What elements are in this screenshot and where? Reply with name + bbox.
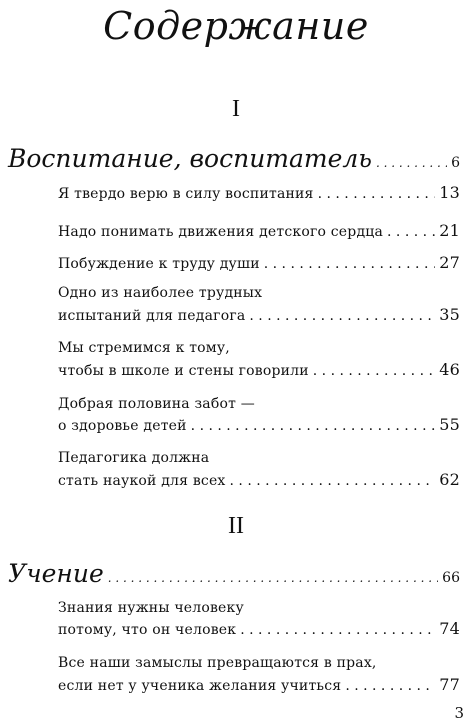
- dot-leader: [108, 571, 438, 585]
- page-ref: 35: [439, 305, 460, 324]
- entry-title-line[interactable]: Мы стремимся к тому,: [58, 340, 230, 356]
- dot-leader: [387, 224, 435, 240]
- entry-title: чтобы в школе и стены говорили: [58, 363, 309, 379]
- page-ref: 27: [439, 253, 460, 272]
- entry-title-line[interactable]: Одно из наиболее трудных: [58, 285, 263, 301]
- dot-leader: [240, 622, 435, 638]
- page-ref: 77: [439, 675, 460, 694]
- dot-leader: [345, 678, 435, 694]
- toc-entry[interactable]: [58, 619, 460, 638]
- entry-title-line[interactable]: Все наши замыслы превращаются в прах,: [58, 655, 377, 671]
- page-ref: 13: [439, 183, 460, 202]
- toc-entry[interactable]: [58, 415, 460, 434]
- part-numeral: II: [228, 513, 244, 539]
- page-ref: 74: [439, 619, 460, 638]
- toc-chapter[interactable]: [8, 559, 460, 588]
- dot-leader: [230, 473, 436, 489]
- entry-title: о здоровье детей: [58, 418, 187, 434]
- dot-leader: [318, 186, 436, 202]
- dot-leader: [313, 363, 435, 379]
- toc-entry[interactable]: [58, 253, 460, 272]
- page-ref: 55: [439, 415, 460, 434]
- entry-title: Надо понимать движения детского сердца: [58, 224, 384, 240]
- page-ref: 21: [439, 221, 460, 240]
- dot-leader: [376, 156, 447, 170]
- toc-entry[interactable]: [58, 221, 460, 240]
- chapter-title: Учение: [8, 559, 104, 588]
- dot-leader: [191, 418, 436, 434]
- entry-title: испытаний для педагога: [58, 308, 246, 324]
- toc-entry[interactable]: [58, 305, 460, 324]
- dot-leader: [264, 256, 435, 272]
- entry-title: Побуждение к труду души: [58, 256, 260, 272]
- toc-entry[interactable]: [58, 183, 460, 202]
- entry-title-line[interactable]: Педагогика должна: [58, 450, 210, 466]
- chapter-title: Воспитание, воспитатель: [8, 144, 372, 173]
- page-title: Содержание: [103, 4, 369, 48]
- toc-entry[interactable]: [58, 360, 460, 379]
- entry-title: Я твердо верю в силу воспитания: [58, 186, 314, 202]
- entry-title: стать наукой для всех: [58, 473, 226, 489]
- page-ref: 46: [439, 360, 460, 379]
- entry-title: если нет у ученика желания учиться: [58, 678, 342, 694]
- toc-entry[interactable]: [58, 470, 460, 489]
- page-ref: 66: [442, 570, 460, 586]
- dot-leader: [249, 308, 435, 324]
- page-number: 3: [454, 704, 464, 722]
- entry-title: потому, что он человек: [58, 622, 237, 638]
- toc-chapter[interactable]: [8, 144, 460, 173]
- entry-title-line[interactable]: Добрая половина забот —: [58, 396, 255, 412]
- toc-entry[interactable]: [58, 675, 460, 694]
- entry-title-line[interactable]: Знания нужны человеку: [58, 600, 244, 616]
- page-ref: 62: [439, 470, 460, 489]
- page-ref: 6: [451, 155, 460, 171]
- part-numeral: I: [232, 96, 240, 122]
